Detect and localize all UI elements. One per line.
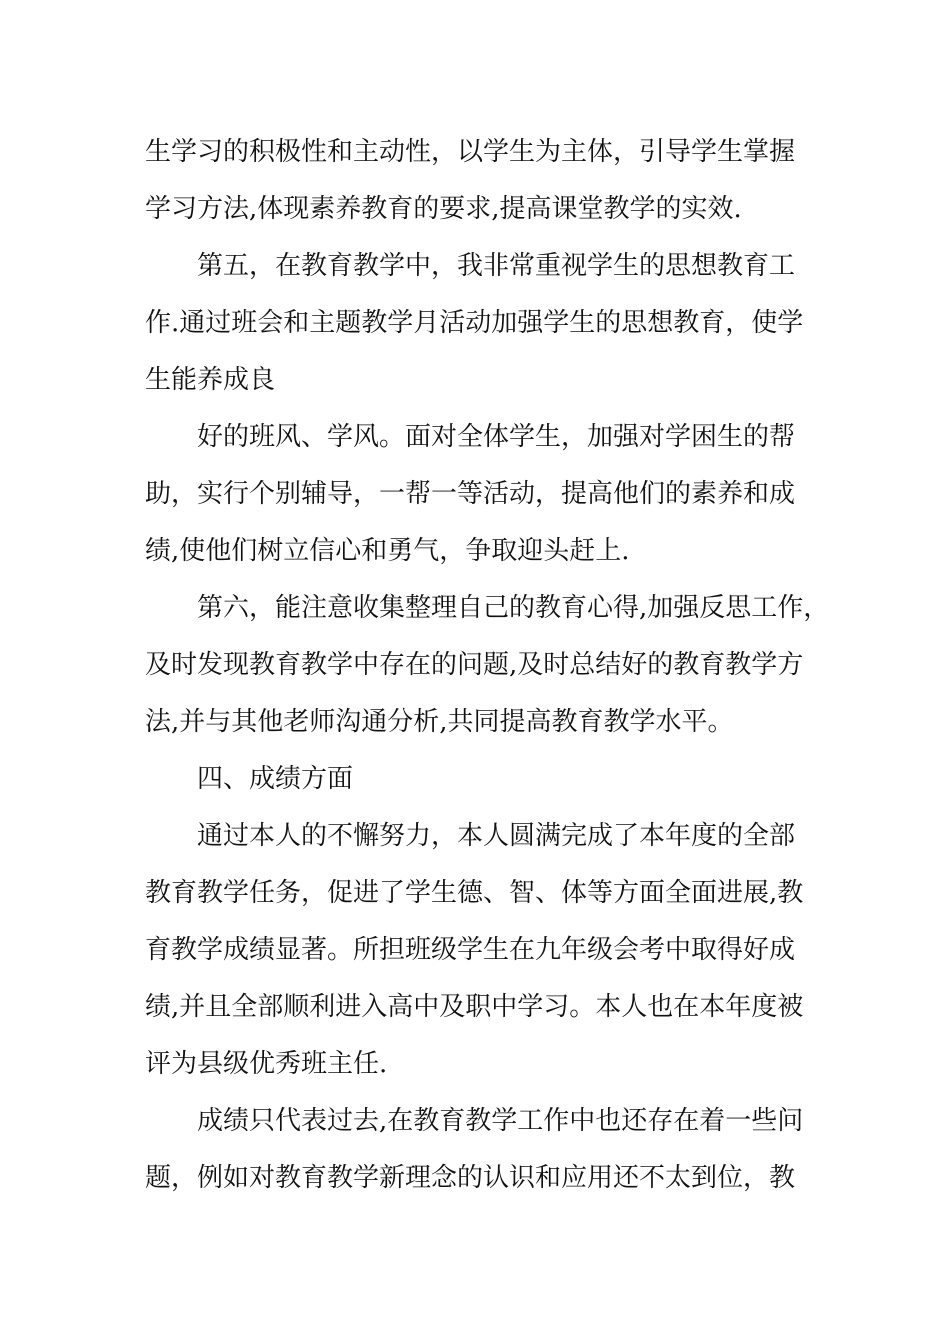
text-line: 学习方法,体现素养教育的要求,提高课堂教学的实效. <box>145 194 742 224</box>
paragraph-start-line: 通过本人的不懈努力，本人圆满完成了本年度的全部 <box>197 821 796 851</box>
section-heading: 四、成绩方面 <box>197 764 354 794</box>
text-line: 作.通过班会和主题教学月活动加强学生的思想教育，使学 <box>145 308 804 338</box>
text-line: 生学习的积极性和主动性，以学生为主体，引导学生掌握 <box>145 137 796 167</box>
text-line: 绩,使他们树立信心和勇气，争取迎头赶上. <box>145 536 630 566</box>
text-line: 评为县级优秀班主任. <box>145 1049 388 1079</box>
text-line: 生能养成良 <box>145 365 276 395</box>
paragraph-start-line: 第五，在教育教学中，我非常重视学生的思想教育工 <box>197 251 796 281</box>
text-line: 法,并与其他老师沟通分析,共同提高教育教学水平。 <box>145 707 734 737</box>
paragraph-start-line: 成绩只代表过去,在教育教学工作中也还存在着一些问 <box>197 1106 804 1136</box>
text-line: 绩,并且全部顺利进入高中及职中学习。本人也在本年度被 <box>145 992 804 1022</box>
text-line: 题，例如对教育教学新理念的认识和应用还不太到位，教 <box>145 1163 796 1193</box>
text-line: 助，实行个别辅导，一帮一等活动，提高他们的素养和成 <box>145 479 796 509</box>
text-line: 育教学成绩显著。所担班级学生在九年级会考中取得好成 <box>145 935 796 965</box>
text-line: 及时发现教育教学中存在的问题,及时总结好的教育教学方 <box>145 650 804 680</box>
paragraph-start-line: 好的班风、学风。面对全体学生，加强对学困生的帮 <box>197 422 796 452</box>
paragraph-start-line: 第六，能注意收集整理自己的教育心得,加强反思工作， <box>197 593 830 623</box>
document-body <box>145 124 830 1207</box>
text-line: 教育教学任务，促进了学生德、智、体等方面全面进展,教 <box>145 878 804 908</box>
